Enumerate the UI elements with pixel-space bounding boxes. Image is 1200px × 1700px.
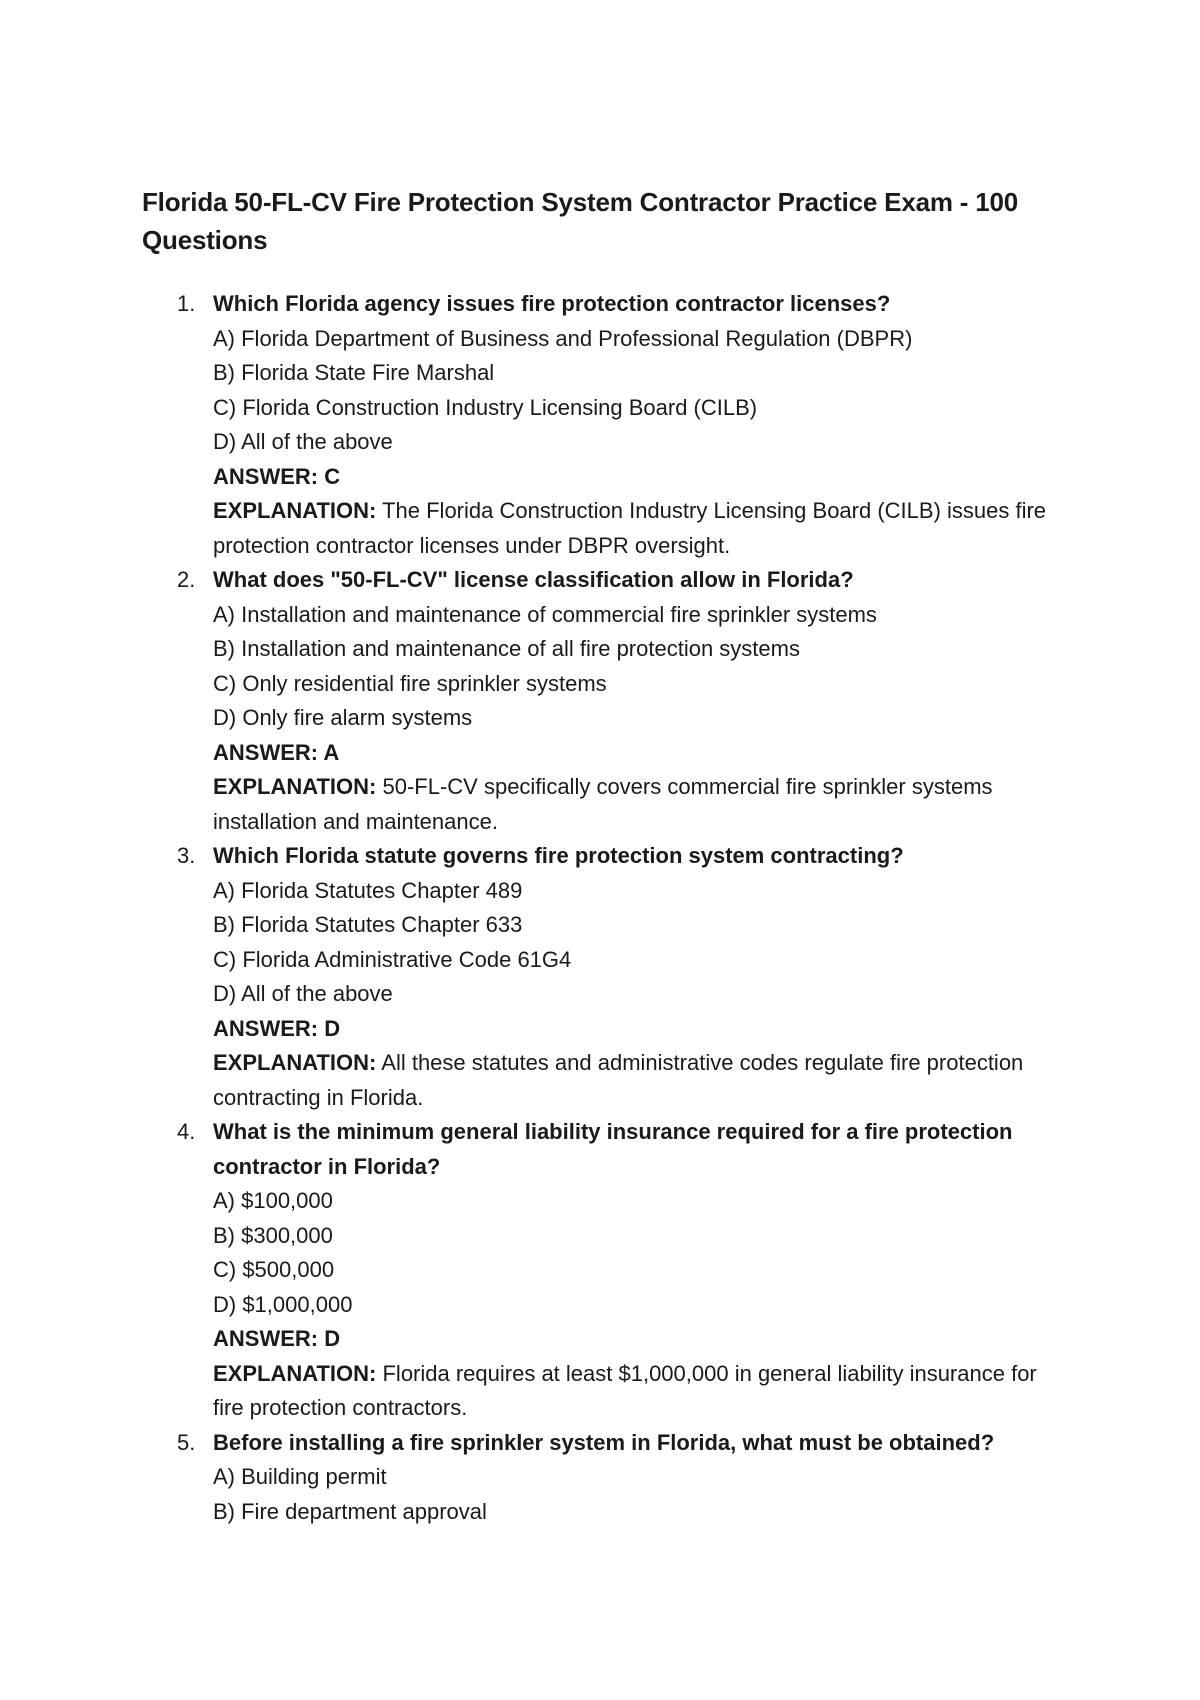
question-text: Before installing a fire sprinkler system in Florida, what must be obtained? — [213, 1429, 995, 1455]
option-d: D) All of the above — [213, 429, 393, 454]
explanation-label: EXPLANATION: — [213, 1360, 377, 1386]
question-item-1 — [142, 287, 1062, 563]
question-text: Which Florida statute governs fire protection system contracting? — [213, 843, 904, 868]
option-a: A) Building permit — [213, 1464, 387, 1489]
explanation-text: The Florida Construction Industry Licensing Board (CILB) issues fire protection contractor licenses under DBPR oversight. — [213, 498, 1047, 558]
option-c: C) $500,000 — [213, 1257, 335, 1282]
option-d: D) All of the above — [213, 981, 393, 1006]
option-a: A) Florida Department of Business and Professional Regulation (DBPR) — [213, 325, 913, 351]
option-c: C) Only residential fire sprinkler systems — [213, 670, 607, 696]
explanation-label: EXPLANATION: — [213, 498, 377, 523]
answer-line: ANSWER: D — [213, 1015, 341, 1041]
document-page — [142, 183, 1062, 1529]
question-item-3 — [142, 839, 1062, 1115]
question-number: 4. — [177, 1119, 196, 1144]
question-text: What is the minimum general liability insurance required for a fire protection contractor in Florida? — [213, 1119, 1013, 1179]
option-b: B) Installation and maintenance of all fire protection systems — [213, 636, 800, 661]
question-item-5 — [142, 1426, 1062, 1530]
explanation — [213, 1357, 1062, 1426]
option-a: A) Florida Statutes Chapter 489 — [213, 877, 523, 903]
option-a: A) $100,000 — [213, 1188, 333, 1213]
explanation-label: EXPLANATION: — [213, 774, 377, 799]
option-b: B) Fire department approval — [213, 1498, 487, 1524]
explanation-text: All these statutes and administrative codes regulate fire protection contracting in Florida. — [213, 1050, 1024, 1110]
answer-line: ANSWER: C — [213, 463, 341, 489]
question-text: What does "50-FL-CV" license classification allow in Florida? — [213, 567, 854, 592]
option-b: B) $300,000 — [213, 1222, 333, 1248]
question-text: Which Florida agency issues fire protection contractor licenses? — [213, 291, 891, 316]
explanation-label: EXPLANATION: — [213, 1050, 377, 1075]
question-number: 2. — [177, 567, 196, 592]
option-c: C) Florida Construction Industry Licensing Board (CILB) — [213, 394, 758, 420]
explanation-text: Florida requires at least $1,000,000 in general liability insurance for fire protection contractors. — [213, 1360, 1037, 1420]
explanation — [213, 494, 1062, 563]
answer-line: ANSWER: A — [213, 739, 340, 765]
option-b: B) Florida Statutes Chapter 633 — [213, 912, 523, 937]
document-title: Florida 50-FL-CV Fire Protection System Contractor Practice Exam - 100 Questions — [142, 187, 1019, 255]
question-item-2 — [142, 563, 1062, 839]
question-number: 3. — [177, 843, 196, 868]
answer-line: ANSWER: D — [213, 1326, 341, 1351]
option-c: C) Florida Administrative Code 61G4 — [213, 946, 572, 972]
option-d: D) $1,000,000 — [213, 1291, 353, 1317]
explanation — [213, 1046, 1062, 1115]
option-d: D) Only fire alarm systems — [213, 705, 473, 730]
question-item-4 — [142, 1115, 1062, 1426]
explanation — [213, 770, 1062, 839]
question-list — [142, 287, 1062, 1529]
option-a: A) Installation and maintenance of commercial fire sprinkler systems — [213, 601, 877, 627]
option-b: B) Florida State Fire Marshal — [213, 360, 495, 385]
question-number: 1. — [177, 291, 196, 316]
explanation-text: 50-FL-CV specifically covers commercial fire sprinkler systems installation and maintenance. — [213, 774, 993, 834]
question-number: 5. — [177, 1429, 196, 1455]
